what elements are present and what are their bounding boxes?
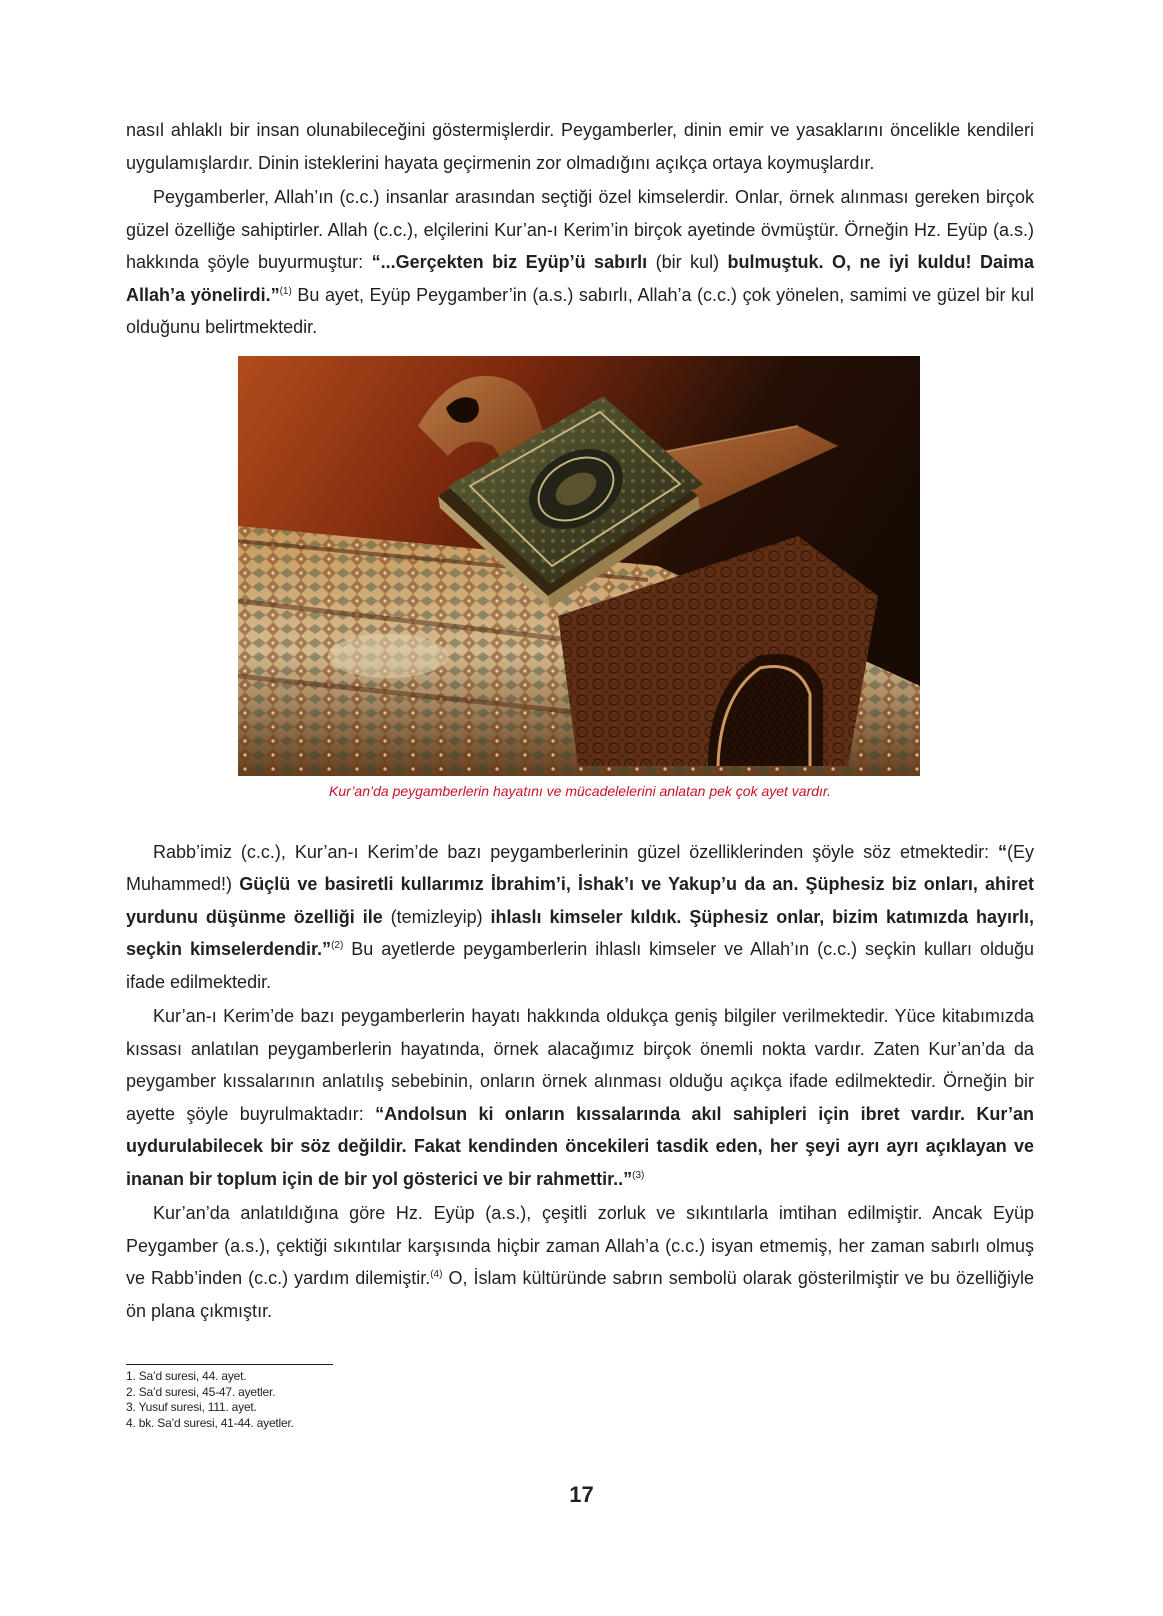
quoted-verse-text: bulmuştuk. O, ne iyi kuldu! Daima Allah’a yönelirdi.” (126, 252, 1034, 305)
paragraph-intro (126, 114, 1034, 179)
footnote-reference: (4) (430, 1269, 443, 1280)
paragraph-text: Kur’an-ı Kerim’de bazı peygamberlerin hayatı hakkında oldukça geniş bilgiler verilmektedir. Yüce kitabımızda kıssası anlatılan peygamberlerin hayatında, örnek alacağımız birçok önemli nokta vardır. Zaten Kur’an’da da peygamber kıssalarının anlatılış sebebinin, onların örnek alınması olduğu açıkça ifade edilmektedir. Örneğin bir ayette şöyle buyrulmaktadır: (126, 1006, 1034, 1124)
quoted-verse-text: “ (998, 841, 1007, 862)
paragraph-text: (Ey Muhammed!) (126, 841, 1034, 894)
quoted-verse-text: “Andolsun ki onların kıssalarında akıl sahipleri için ibret vardır. Kur’an uydurulabilecek bir söz değildir. Fakat kendinden öncekileri tasdik eden, her şeyi ayrı ayrı açıklayan ve inanan bir toplum için de bir yol gösterici ve bir rahmettir..” (126, 1103, 1034, 1189)
paragraph-text: nasıl ahlaklı bir insan olunabileceğini göstermişlerdir. Peygamberler, dinin emir ve yasaklarını öncelikle kendileri uygulamışlardır. Dinin isteklerini hayata geçirmenin zor olmadığını açıkça ortaya koymuşlardır. (126, 120, 1034, 173)
paragraph-prophets-chosen (126, 181, 1034, 344)
paragraph-text: Peygamberler, Allah’ın (c.c.) insanlar arasından seçtiği özel kimselerdir. Onlar, örnek alınması gereken birçok güzel özelliğe sahiptirler. Allah (c.c.), elçilerini Kur’an-ı Kerim’in birçok ayetinde övmüştür. Örneğin Hz. Eyüp (a.s.) hakkında şöyle buyurmuştur: (126, 187, 1034, 272)
paragraph-prophet-stories (126, 1000, 1034, 1195)
footnote-reference: (3) (632, 1169, 645, 1181)
page-content (126, 114, 1034, 1327)
paragraph-text: Kur’an’da anlatıldığına göre Hz. Eyüp (a.s.), çeşitli zorluk ve sıkıntılarla imtihan edilmiştir. Ancak Eyüp Peygamber (a.s.), çektiği sıkıntılar karşısında hiçbir zaman Allah’a (c.c.) isyan etmemiş, her zaman sabırlı olmuş ve Rabb’inden (c.c.) yardım dilemiştir. (126, 1203, 1034, 1288)
paragraph-eyup-patience (126, 1197, 1034, 1327)
quoted-verse-text: “...Gerçekten biz Eyüp’ü sabırlı (371, 252, 648, 272)
footnote-divider (126, 1364, 333, 1365)
paragraph-text: Rabb’imiz (c.c.), Kur’an-ı Kerim’de bazı peygamberlerinin güzel özelliklerinden şöyle söz etmektedir: (153, 841, 998, 862)
footnote-reference: (1) (279, 285, 292, 297)
footnote-item: 1. Sa’d suresi, 44. ayet. (126, 1369, 247, 1383)
paragraph-text: Bu ayetlerde peygamberlerin ihlaslı kimseler ve Allah’ın (c.c.) seçkin kulları olduğu ifade edilmektedir. (126, 939, 1034, 992)
paragraph-text: Bu ayet, Eyüp Peygamber’in (a.s.) sabırlı, Allah’a (c.c.) çok yönelen, samimi ve güzel bir kul olduğunu belirtmektedir. (126, 284, 1034, 337)
footnote-item: 4. bk. Sa’d suresi, 41-44. ayetler. (126, 1415, 294, 1430)
quoted-verse-text: Güçlü ve basiretli kullarımız İbrahim’i, İshak’ı ve Yakup’u da an. Şüphesiz biz onları, ahiret yurdunu düşünme özelliği ile (126, 874, 1034, 927)
footnote-item: 3. Yusuf suresi, 111. ayet. (126, 1400, 257, 1414)
photo-caption: Kur’an’da peygamberlerin hayatını ve mücadelelerini anlatan pek çok ayet vardır. (329, 782, 831, 799)
paragraph-text: O, İslam kültüründe sabrın sembolü olarak gösterilmiştir ve bu özelliğiyle ön plana çıkmıştır. (126, 1268, 1034, 1321)
paragraph-ibrahim-ishak-yakup (126, 836, 1034, 999)
quran-photo-figure (126, 356, 1034, 800)
quoted-verse-text: ihlaslı kimseler kıldık. Şüphesiz onlar, bizim katımızda hayırlı, seçkin kimselerdendir.” (126, 906, 1034, 959)
paragraph-text: (bir kul) (647, 252, 728, 272)
footnotes (126, 1364, 526, 1431)
paragraph-text: (temizleyip) (382, 906, 491, 927)
footnote-reference: (2) (331, 940, 344, 951)
quran-on-rahle-photo (238, 356, 920, 776)
page-number: 17 (569, 1482, 594, 1507)
footnote-item: 2. Sa’d suresi, 45-47. ayetler. (126, 1384, 276, 1399)
